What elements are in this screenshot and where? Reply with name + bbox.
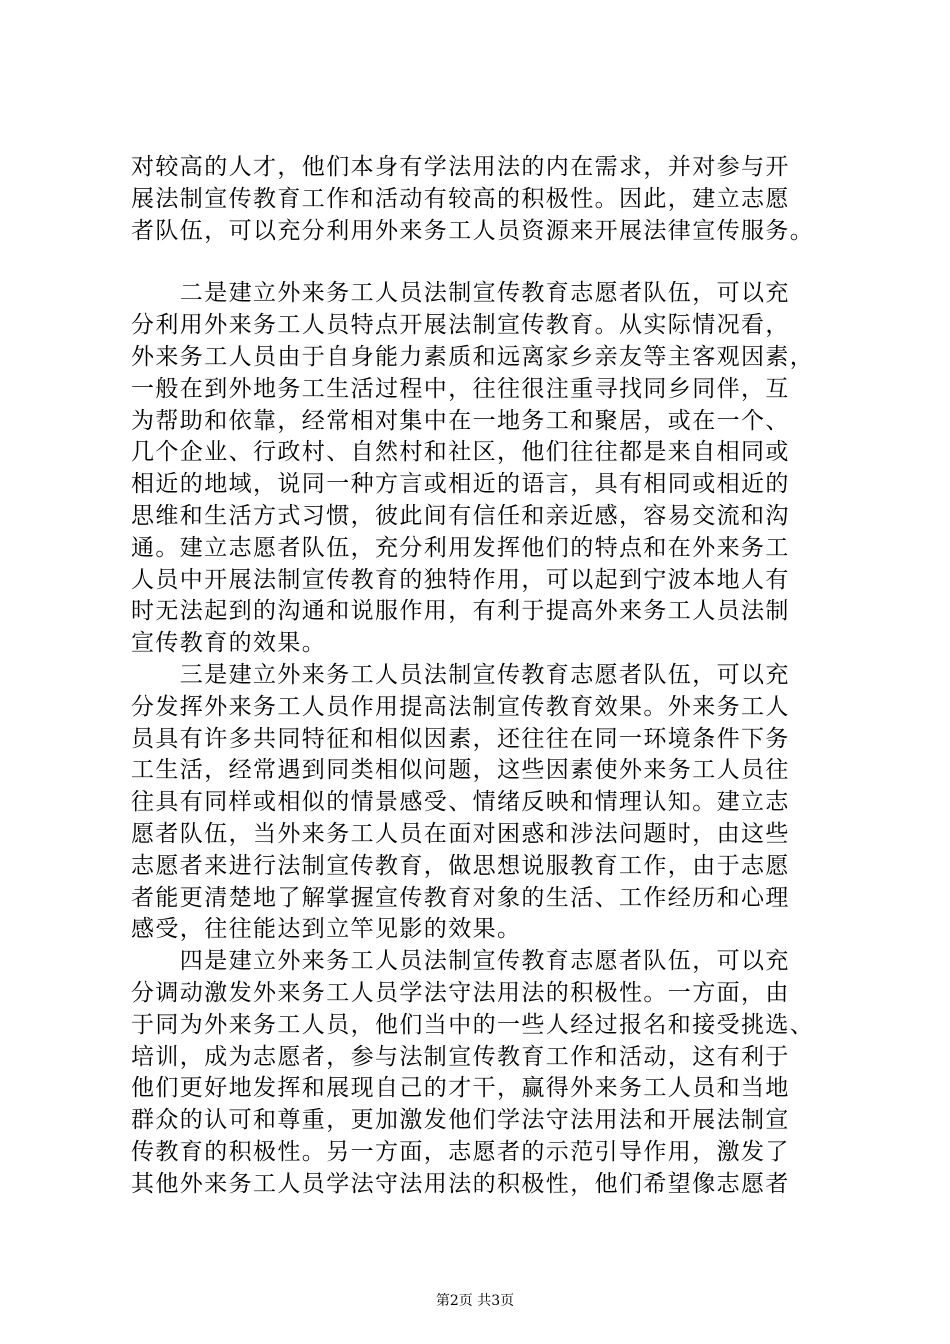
text-line: 往具有同样或相似的情景感受、情绪反映和情理认知。建立志	[131, 789, 790, 816]
text-line: 人员中开展法制宣传教育的独特作用，可以起到宁波本地人有	[131, 566, 790, 593]
text-line: 感受，往往能达到立竿见影的效果。	[131, 916, 522, 943]
text-line: 传教育的积极性。另一方面，志愿者的示范引导作用，激发了	[131, 1138, 790, 1165]
text-line: 二是建立外来务工人员法制宣传教育志愿者队伍，可以充	[131, 280, 790, 307]
text-line: 分发挥外来务工人员作用提高法制宣传教育效果。外来务工人	[131, 693, 790, 720]
paragraph-spacer	[131, 247, 839, 278]
text-line: 员具有许多共同特征和相似因素，还往往在同一环境条件下务	[131, 725, 790, 752]
text-line: 者队伍，可以充分利用外来务工人员资源来开展法律宣传服务。	[131, 217, 815, 244]
text-line: 相近的地域，说同一种方言或相近的语言，具有相同或相近的	[131, 471, 790, 498]
text-line: 分调动激发外来务工人员学法守法用法的积极性。一方面，由	[131, 979, 790, 1006]
text-line: 一般在到外地务工生活过程中，往往很注重寻找同乡同伴，互	[131, 375, 790, 402]
text-line: 其他外来务工人员学法守法用法的积极性，他们希望像志愿者	[131, 1170, 790, 1197]
text-line: 展法制宣传教育工作和活动有较高的积极性。因此，建立志愿	[131, 185, 790, 212]
text-line: 培训，成为志愿者，参与法制宣传教育工作和活动，这有利于	[131, 1043, 790, 1070]
text-line: 分利用外来务工人员特点开展法制宣传教育。从实际情况看，	[131, 312, 790, 339]
text-line: 宣传教育的效果。	[131, 630, 327, 657]
text-line: 为帮助和依靠，经常相对集中在一地务工和聚居，或在一个、	[131, 407, 790, 434]
text-line: 愿者队伍，当外来务工人员在面对困惑和涉法问题时，由这些	[131, 820, 790, 847]
paragraph-3	[131, 660, 839, 946]
text-line: 对较高的人才，他们本身有学法用法的内在需求，并对参与开	[131, 154, 790, 180]
text-line: 他们更好地发挥和展现自己的才干，赢得外来务工人员和当地	[131, 1075, 790, 1102]
text-line: 时无法起到的沟通和说服作用，有利于提高外来务工人员法制	[131, 598, 790, 625]
text-line: 群众的认可和尊重，更加激发他们学法守法用法和开展法制宣	[131, 1107, 790, 1134]
text-line: 工生活，经常遇到同类相似问题，这些因素使外来务工人员往	[131, 757, 790, 784]
text-line: 通。建立志愿者队伍，充分利用发挥他们的特点和在外来务工	[131, 534, 790, 561]
text-line: 志愿者来进行法制宣传教育，做思想说服教育工作，由于志愿	[131, 852, 790, 879]
text-line: 四是建立外来务工人员法制宣传教育志愿者队伍，可以充	[131, 948, 790, 975]
text-line: 三是建立外来务工人员法制宣传教育志愿者队伍，可以充	[131, 661, 790, 688]
page-number-footer: 第2页 共3页	[435, 1293, 515, 1309]
text-line: 者能更清楚地了解掌握宣传教育对象的生活、工作经历和心理	[131, 884, 790, 911]
document-body	[131, 152, 839, 1201]
text-line: 几个企业、行政村、自然村和社区，他们往往都是来自相同或	[131, 439, 790, 466]
text-line: 外来务工人员由于自身能力素质和远离家乡亲友等主客观因素，	[131, 343, 815, 370]
text-line: 思维和生活方式习惯，彼此间有信任和亲近感，容易交流和沟	[131, 502, 790, 529]
text-line: 于同为外来务工人员，他们当中的一些人经过报名和接受挑选、	[131, 1011, 815, 1038]
paragraph-1	[131, 152, 839, 247]
paragraph-4	[131, 946, 839, 1200]
paragraph-2	[131, 278, 839, 660]
